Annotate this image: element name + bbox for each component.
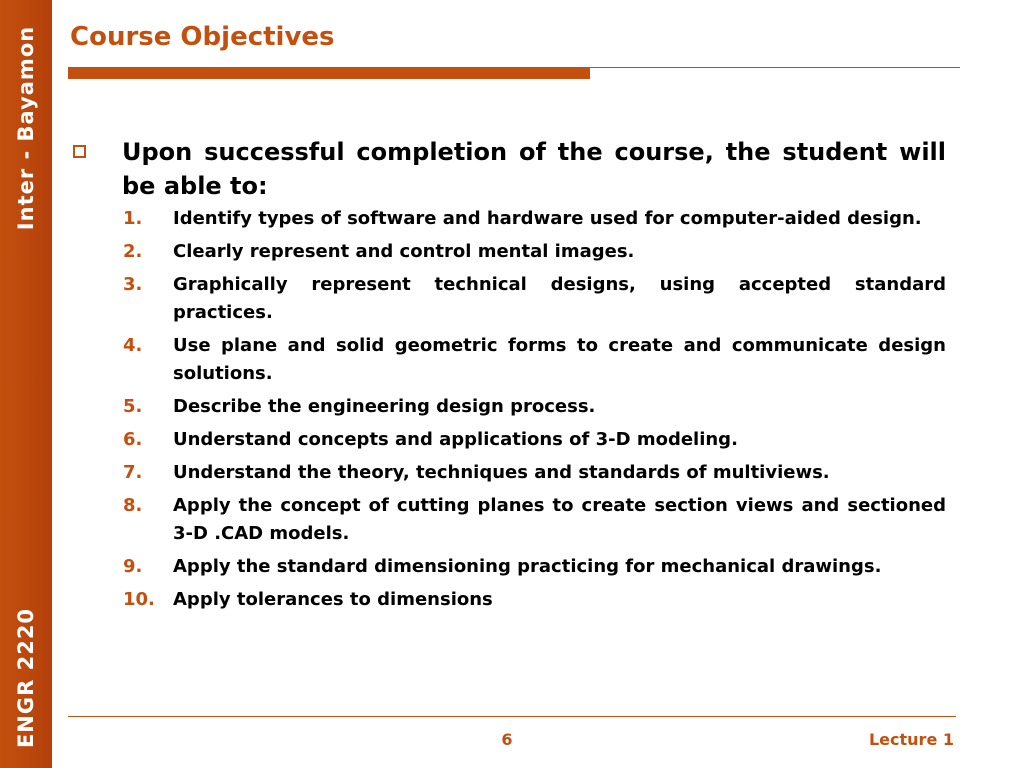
- objective-text: Identify types of software and hardware used for computer-aided design.: [173, 208, 922, 229]
- lead-text: Upon successful completion of the course, the student will be able to:: [122, 138, 946, 200]
- objective-number: 8.: [123, 495, 143, 516]
- slide-title: Course Objectives: [70, 22, 335, 52]
- lead-bullet: [70, 135, 946, 203]
- objective-text: Graphically represent technical designs, using accepted standard practices.: [173, 274, 946, 323]
- sidebar-institution-label: Inter - Bayamon: [14, 25, 38, 231]
- objective-item: [70, 205, 946, 233]
- objective-number: 1.: [123, 208, 143, 229]
- objective-text: Apply tolerances to dimensions: [173, 589, 493, 610]
- objective-number: 3.: [123, 274, 143, 295]
- footer-rule: [68, 716, 956, 717]
- slide-body: [70, 135, 946, 619]
- objective-number: 10.: [123, 589, 155, 610]
- objective-item: [70, 332, 946, 388]
- objective-text: Use plane and solid geometric forms to create and communicate design solutions.: [173, 335, 946, 384]
- objective-item: [70, 459, 946, 487]
- objective-item: [70, 586, 946, 614]
- objective-item: [70, 393, 946, 421]
- objective-number: 9.: [123, 556, 143, 577]
- objective-number: 6.: [123, 429, 143, 450]
- objectives-list: [70, 205, 946, 614]
- title-accent-bar: [68, 67, 590, 79]
- objective-item: [70, 426, 946, 454]
- sidebar-course-code: ENGR 2220: [14, 607, 38, 749]
- objective-number: 7.: [123, 462, 143, 483]
- checkbox-bullet-icon: [73, 145, 86, 158]
- sidebar-band: [0, 0, 52, 768]
- objective-text: Understand concepts and applications of 3-D modeling.: [173, 429, 738, 450]
- objective-text: Apply the concept of cutting planes to create section views and sectioned 3-D .CAD models.: [173, 495, 946, 544]
- objective-item: [70, 553, 946, 581]
- lecture-label: Lecture 1: [868, 730, 954, 749]
- objective-text: Describe the engineering design process.: [173, 396, 596, 417]
- objective-text: Understand the theory, techniques and standards of multiviews.: [173, 462, 830, 483]
- objective-item: [70, 238, 946, 266]
- objective-number: 5.: [123, 396, 143, 417]
- objective-text: Clearly represent and control mental images.: [173, 241, 635, 262]
- page-number: 6: [501, 730, 513, 749]
- objective-number: 4.: [123, 335, 143, 356]
- objective-item: [70, 492, 946, 548]
- objective-number: 2.: [123, 241, 143, 262]
- objective-item: [70, 271, 946, 327]
- objective-text: Apply the standard dimensioning practicing for mechanical drawings.: [173, 556, 882, 577]
